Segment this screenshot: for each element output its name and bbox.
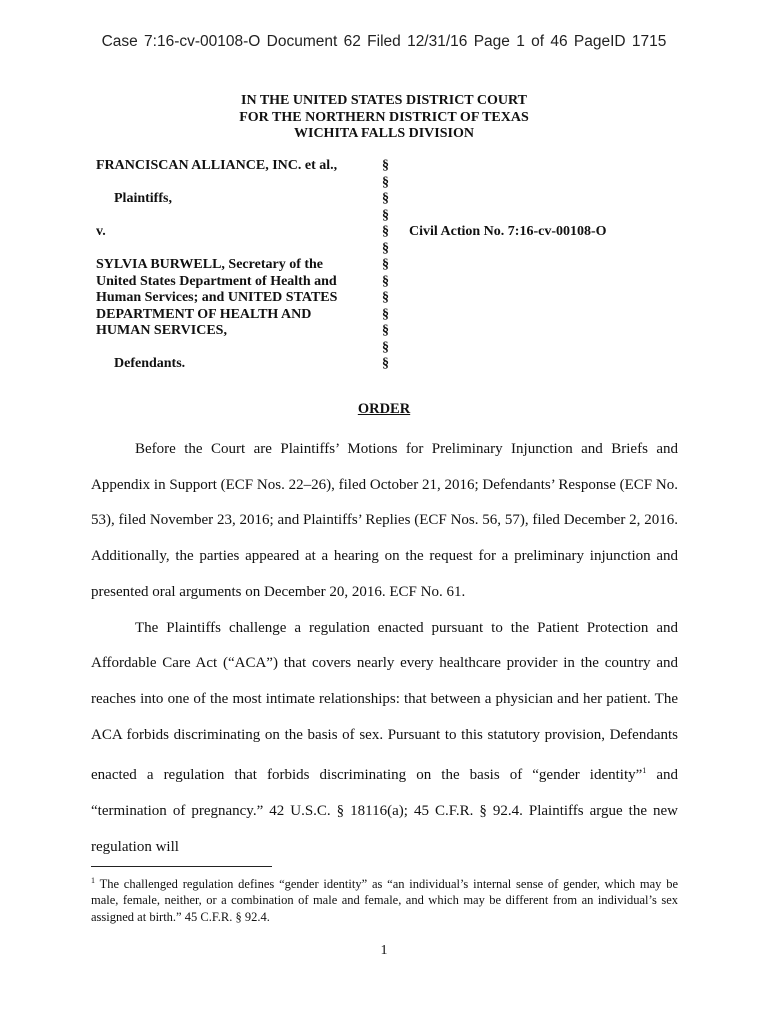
paragraph-2: [91, 611, 678, 866]
order-body: [91, 432, 678, 865]
section-mark-column: [382, 158, 394, 373]
section-mark: §: [382, 323, 389, 338]
section-mark: §: [382, 273, 389, 289]
court-line-1: IN THE UNITED STATES DISTRICT COURT: [241, 93, 527, 108]
section-mark: §: [382, 257, 389, 272]
defendant-name: SYLVIA BURWELL, Secretary of the United States Department of Health and Human Services; and UNITED STATES DEPARTMENT OF HEALTH AND HUMAN SERVICES,: [96, 257, 338, 338]
section-mark: §: [382, 158, 389, 173]
section-mark: §: [382, 174, 389, 190]
page-number: 1: [380, 943, 388, 958]
paragraph-2-part-b: and “termination of pregnancy.” 42 U.S.C. § 18116(a); 45 C.F.R. § 92.4. Plaintiffs argue the new regulation will: [91, 767, 678, 855]
civil-action-number: Civil Action No. 7:16-cv-00108-O: [409, 224, 607, 239]
plaintiff-name: FRANCISCAN ALLIANCE, INC. et al.,: [96, 158, 338, 173]
section-mark: §: [382, 290, 389, 305]
section-mark: §: [382, 339, 389, 355]
versus-label: v.: [96, 224, 106, 239]
paragraph-2-part-a: The Plaintiffs challenge a regulation enacted pursuant to the Patient Protection and Affordable Care Act (“ACA”) that covers nearly every healthcare provider in the country and reaches into one of the most intimate relationships: that between a physician and her patient. The ACA forbids discriminating on the basis of sex. Pursuant to this statutory provision, Defendants enacted a regulation that forbids discriminating on the basis of “gender identity”: [91, 619, 678, 784]
court-line-3: WICHITA FALLS DIVISION: [294, 126, 474, 141]
section-mark: §: [382, 191, 389, 206]
plaintiffs-label: Plaintiffs,: [114, 191, 172, 206]
footnote-reference[interactable]: 1: [642, 766, 647, 776]
court-heading: [0, 93, 768, 143]
section-mark: §: [382, 306, 389, 322]
ecf-header: Case 7:16-cv-00108-O Document 62 Filed 12/31/16 Page 1 of 46 PageID 1715: [101, 33, 667, 50]
section-mark: §: [382, 207, 389, 223]
court-line-2: FOR THE NORTHERN DISTRICT OF TEXAS: [239, 109, 529, 125]
footnote: [91, 873, 678, 925]
section-mark: §: [382, 224, 389, 239]
footnote-divider: [91, 866, 272, 867]
caption-parties: [96, 158, 356, 373]
section-mark: §: [382, 356, 389, 371]
footnote-text: The challenged regulation defines “gender identity” as “an individual’s internal sense of gender, which may be male, female, neither, or a combination of male and female, and which may be different from an individual’s sex assigned at birth.” 45 C.F.R. § 92.4.: [91, 877, 678, 924]
defendants-label: Defendants.: [114, 356, 186, 371]
paragraph-1: Before the Court are Plaintiffs’ Motions for Preliminary Injunction and Briefs and Appendix in Support (ECF Nos. 22–26), filed October 21, 2016; Defendants’ Response (ECF No. 53), filed November 23, 2016; and Plaintiffs’ Replies (ECF Nos. 56, 57), filed December 2, 2016. Additionally, the parties appeared at a hearing on the request for a preliminary injunction and presented oral arguments on December 20, 2016. ECF No. 61.: [91, 441, 678, 600]
order-title: ORDER: [357, 401, 411, 417]
footnote-marker: 1: [91, 876, 95, 885]
section-mark: §: [382, 240, 389, 256]
